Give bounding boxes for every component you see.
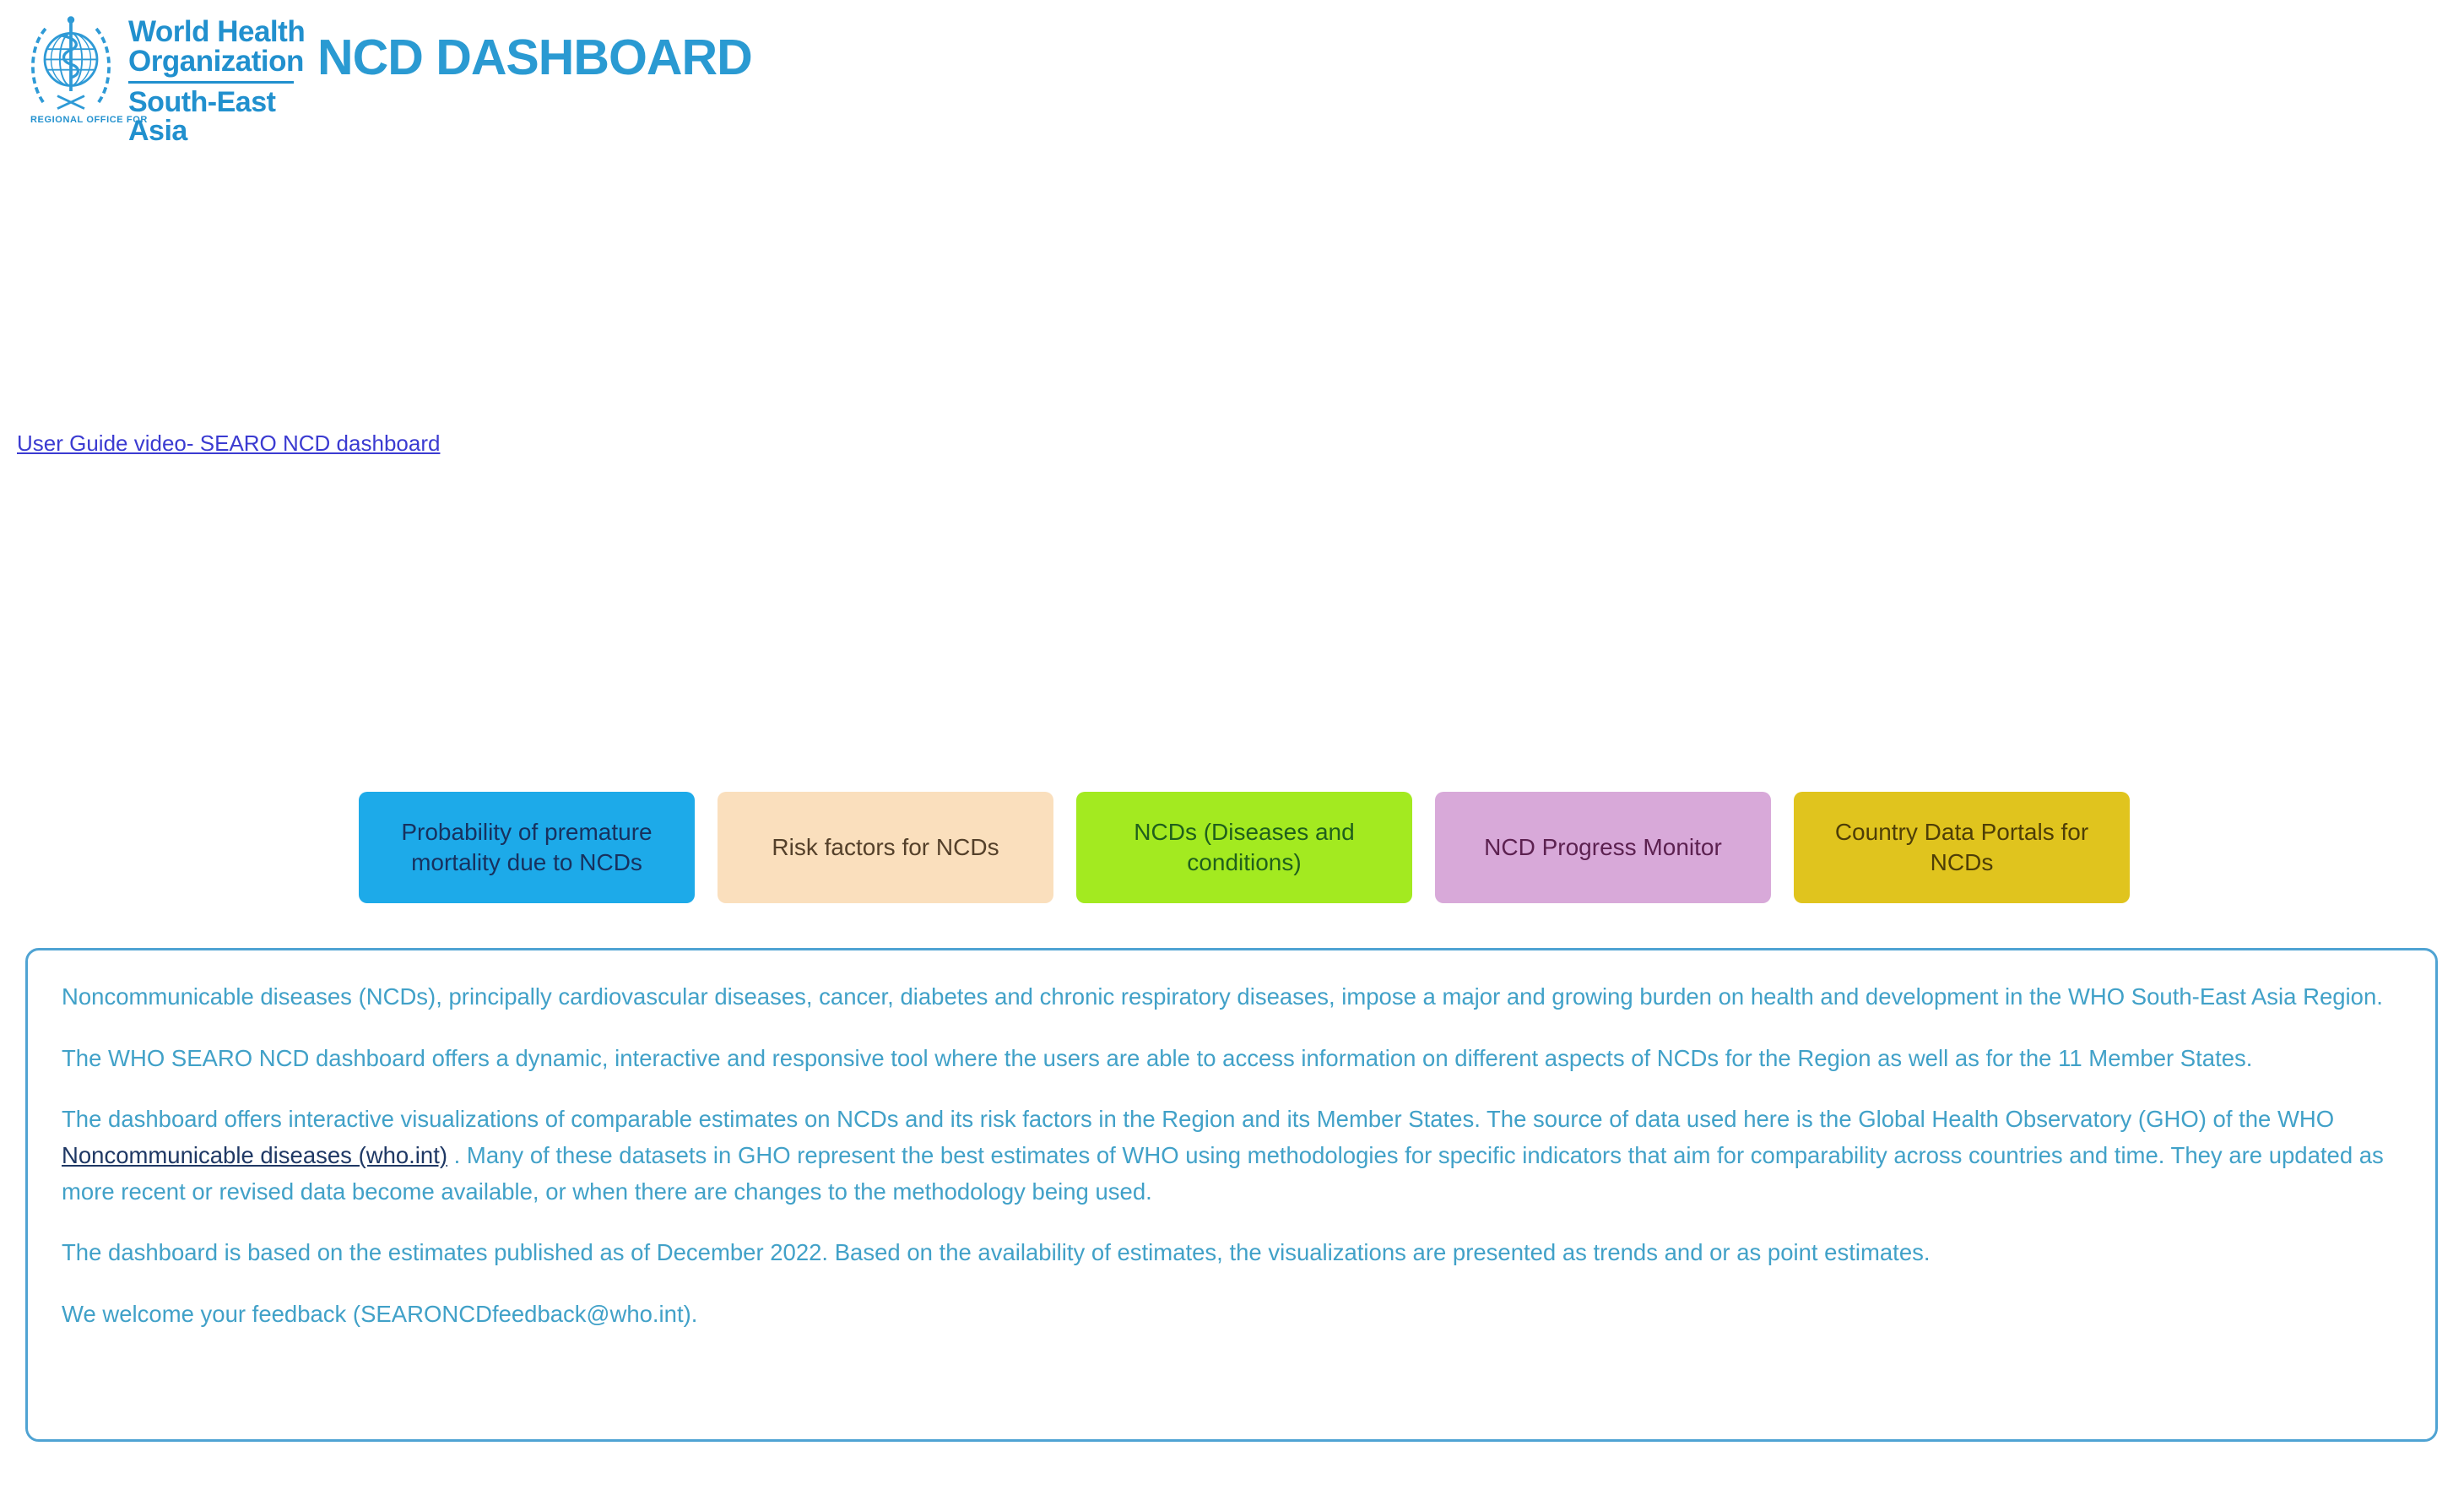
- who-logo: [25, 12, 321, 147]
- logo-divider: [128, 81, 294, 84]
- nav-button-progress-monitor[interactable]: NCD Progress Monitor: [1435, 792, 1771, 903]
- gho-ncd-link[interactable]: Noncommunicable diseases (who.int): [62, 1141, 448, 1168]
- intro-paragraph-3-before: The dashboard offers interactive visualizations of comparable estimates on NCDs and its risk factors in the Region and its Member States. The source of data used here is the Global Health Observatory (GHO) of the WHO: [62, 1106, 2335, 1133]
- logo-regional-office-label: REGIONAL OFFICE FOR: [30, 115, 148, 125]
- nav-button-risk-factors[interactable]: Risk factors for NCDs: [718, 792, 1053, 903]
- intro-paragraph-5: We welcome your feedback (SEARONCDfeedback@who.int).: [62, 1300, 698, 1327]
- logo-org-line1: World Health: [128, 15, 306, 48]
- intro-panel: [25, 948, 2438, 1442]
- intro-paragraph-4: The dashboard is based on the estimates published as of December 2022. Based on the availability of estimates, the visualizations are presented as trends and or as point estimates.: [62, 1239, 1931, 1266]
- who-emblem-icon: [27, 14, 115, 116]
- page-title: NCD DASHBOARD: [317, 30, 752, 85]
- intro-paragraph-1: Noncommunicable diseases (NCDs), principally cardiovascular diseases, cancer, diabetes and chronic respiratory diseases, impose a major and growing burden on health and development in the WHO South-East Asia Region.: [62, 983, 2383, 1010]
- logo-org-line2: Organization: [128, 45, 304, 78]
- nav-button-country-data-portals[interactable]: Country Data Portals for NCDs: [1794, 792, 2130, 903]
- nav-button-premature-mortality[interactable]: Probability of premature mortality due to NCDs: [359, 792, 695, 903]
- user-guide-video-link[interactable]: User Guide video- SEARO NCD dashboard: [17, 431, 441, 456]
- nav-button-row: [359, 792, 2130, 903]
- intro-paragraph-3-after: . Many of these datasets in GHO represent the best estimates of WHO using methodologies for specific indicators that aim for comparability across countries and time. They are updated as more recent or revised data become available, or when there are changes to the methodology being used.: [62, 1141, 2384, 1205]
- logo-region-label: South-East Asia: [128, 86, 276, 147]
- intro-paragraph-3: [62, 1102, 2402, 1210]
- intro-paragraph-2: The WHO SEARO NCD dashboard offers a dynamic, interactive and responsive tool where the users are able to access information on different aspects of NCDs for the Region as well as for the 11 Member States.: [62, 1044, 2253, 1071]
- nav-button-ncd-diseases[interactable]: NCDs (Diseases and conditions): [1076, 792, 1412, 903]
